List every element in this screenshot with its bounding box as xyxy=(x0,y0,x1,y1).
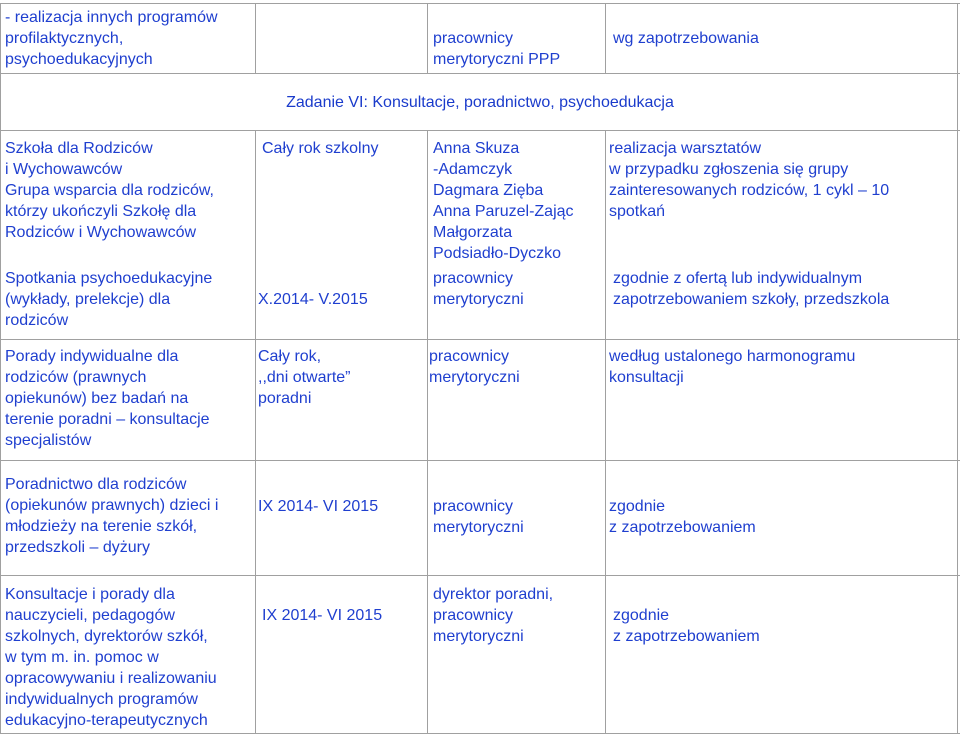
row-divider xyxy=(0,73,960,74)
cell-timeframe: IX 2014- VI 2015 xyxy=(262,607,383,624)
cell-responsible: pracownicy merytoryczni PPP xyxy=(433,30,561,68)
col-divider xyxy=(255,3,256,73)
cell-notes: realizacja warsztatów w przypadku zgłoszenia się grupy zainteresowanych rodziców, 1 cykl – 10 spotkań xyxy=(609,140,890,220)
col-divider xyxy=(255,130,256,734)
cell-activity: Poradnictwo dla rodziców (opiekunów prawnych) dzieci i młodzieży na terenie szkół, przedszkoli – dyżury xyxy=(5,476,219,556)
cell-notes: wg zapotrzebowania xyxy=(613,30,759,47)
cell-responsible: dyrektor poradni, pracownicy merytoryczni xyxy=(433,586,554,645)
row-divider xyxy=(0,460,960,461)
cell-timeframe: IX 2014- VI 2015 xyxy=(258,498,379,515)
cell-notes: zgodnie z zapotrzebowaniem xyxy=(609,498,756,536)
col-divider xyxy=(427,3,428,73)
cell-notes: zgodnie z zapotrzebowaniem xyxy=(613,607,760,645)
cell-activity: Szkoła dla Rodziców i Wychowawców Grupa wsparcia dla rodziców, którzy ukończyli Szkołę dla Rodziców i Wychowawców xyxy=(5,140,214,241)
section-title: Zadanie VI: Konsultacje, poradnictwo, psychoedukacja xyxy=(286,94,674,111)
col-divider xyxy=(605,130,606,734)
row-divider xyxy=(0,733,960,734)
col-divider xyxy=(605,3,606,73)
row-divider xyxy=(0,3,960,4)
cell-activity: Porady indywidualne dla rodziców (prawnych opiekunów) bez badań na terenie poradni – konsultacje specjalistów xyxy=(5,348,210,449)
cell-timeframe: X.2014- V.2015 xyxy=(258,291,368,308)
cell-activity: Spotkania psychoedukacyjne (wykłady, prelekcje) dla rodziców xyxy=(5,270,213,329)
cell-responsible: pracownicy merytoryczni xyxy=(429,348,520,386)
cell-notes: zgodnie z ofertą lub indywidualnym zapotrzebowaniem szkoły, przedszkola xyxy=(613,270,890,308)
cell-activity: Konsultacje i porady dla nauczycieli, pedagogów szkolnych, dyrektorów szkół, w tym m. in. pomoc w opracowywaniu i realizowaniu indywidualnych programów edukacyjno-terapeutycznych xyxy=(5,586,217,729)
cell-notes: według ustalonego harmonogramu konsultacji xyxy=(609,348,856,386)
cell-timeframe: Cały rok szkolny xyxy=(262,140,379,157)
row-divider xyxy=(0,130,960,131)
cell-timeframe: Cały rok, ,,dni otwarte” poradni xyxy=(258,348,351,407)
col-divider xyxy=(427,130,428,734)
cell-responsible: Anna Skuza -Adamczyk Dagmara Zięba Anna Paruzel-Zając Małgorzata Podsiadło-Dyczko xyxy=(433,140,574,262)
cell-activity: - realizacja innych programów profilaktycznych, psychoedukacyjnych xyxy=(5,9,218,68)
cell-responsible: pracownicy merytoryczni xyxy=(433,498,524,536)
row-divider xyxy=(0,339,960,340)
cell-responsible: pracownicy merytoryczni xyxy=(433,270,524,308)
row-divider xyxy=(0,575,960,576)
